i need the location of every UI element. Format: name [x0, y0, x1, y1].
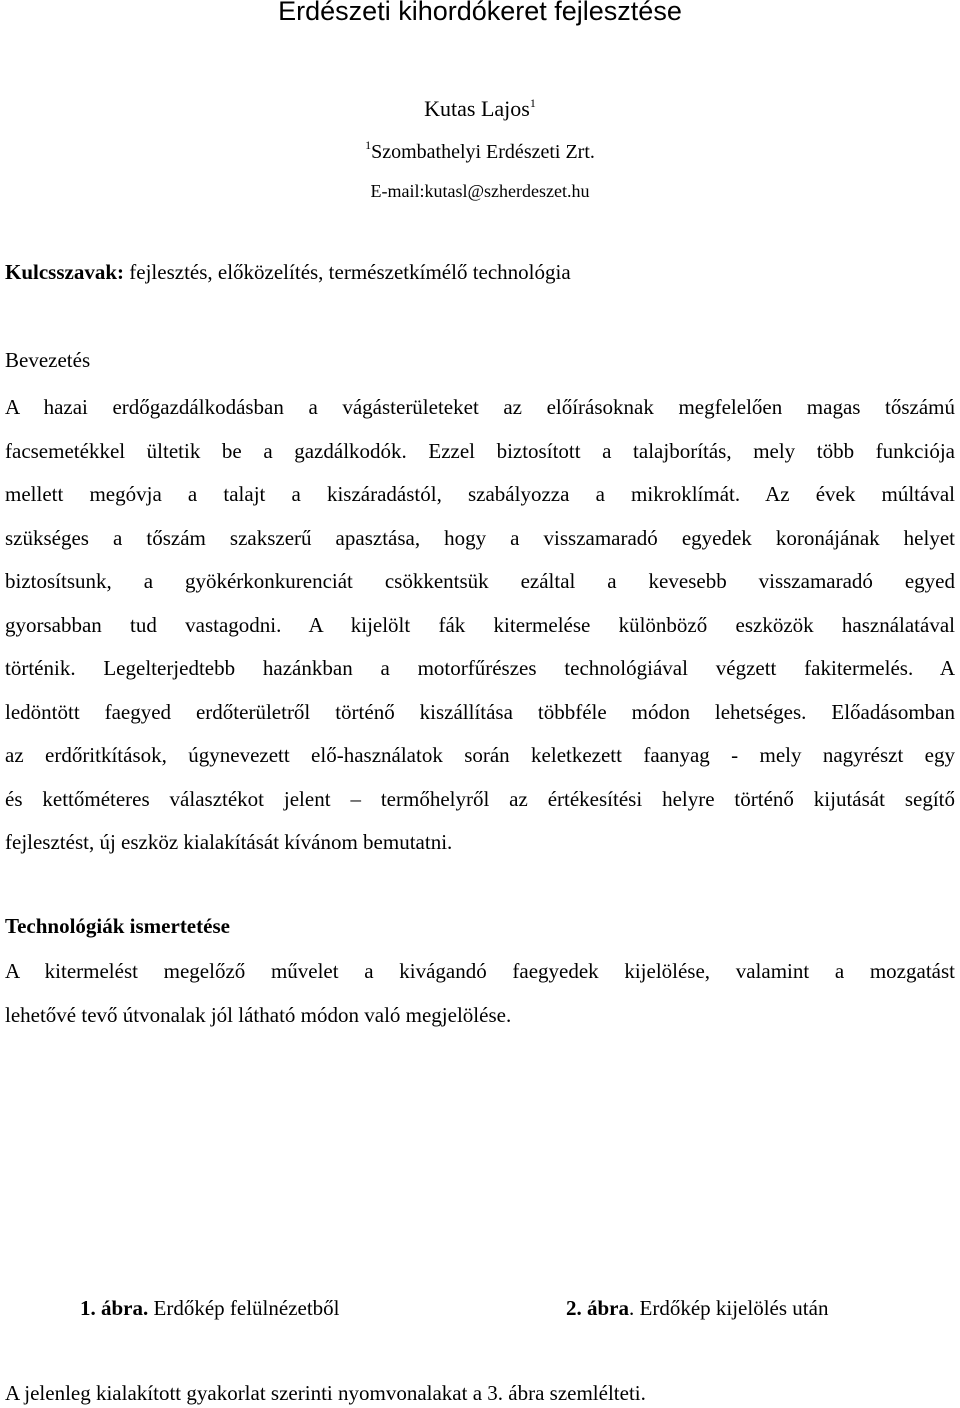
affiliation [0, 138, 960, 164]
affiliation-sup: 1 [365, 138, 372, 152]
tech-heading-text: Technológiák ismertetése [5, 914, 230, 938]
figure-caption-1 [80, 1296, 340, 1321]
keywords-label: Kulcsszavak: [5, 260, 125, 284]
paragraph-line: szükséges a tőszám szakszerű apasztása, hogy a visszamaradó egyedek koronájának helyet [5, 525, 955, 550]
figure-caption-text: Erdőkép felülnézetből [148, 1296, 340, 1320]
tech-paragraph [5, 956, 955, 1043]
paragraph-line: és kettőméteres választékot jelent – termőhelyről az értékesítési helyre történő kijutását segítő [5, 786, 955, 811]
paragraph-line: A hazai erdőgazdálkodásban a vágásterületeket az előírásoknak megfelelően magas tőszámú [5, 395, 955, 419]
paragraph-line: A kitermelést megelőző művelet a kivágandó faegyedek kijelölése, valamint a mozgatást [5, 959, 955, 983]
intro-paragraph [5, 392, 955, 871]
author-sup: 1 [529, 96, 536, 110]
paragraph-line: ledöntött faegyed erdőterületről történő kiszállítása többféle módon lehetséges. Előadásomban [5, 699, 955, 724]
footer-paragraph: A jelenleg kialakított gyakorlat szerinti nyomvonalakat a 3. ábra szemlélteti. [5, 1381, 646, 1405]
paragraph-line: az erdőritkítások, úgynevezett elő-használatok során keletkezett faanyag - mely nagyrészt egy [5, 743, 955, 767]
affiliation-text: Szombathelyi Erdészeti Zrt. [371, 141, 595, 163]
paragraph-line: lehetővé tevő útvonalak jól látható módon való megjelölése. [5, 1002, 512, 1027]
paragraph-line: fejlesztést, új eszköz kialakítását kívánom bemutatni. [5, 830, 453, 854]
author-name: Kutas Lajos [424, 96, 530, 121]
paragraph-line: történik. Legelterjedtebb hazánkban a motorfűrészes technológiával végzett fakitermelés. A [5, 656, 955, 680]
paper-title: Erdészeti kihordókeret fejlesztése [278, 0, 682, 26]
figure-label: 2. ábra [566, 1296, 629, 1320]
author [0, 96, 960, 122]
keywords-text: fejlesztés, előközelítés, természetkímélő technológia [124, 260, 571, 284]
intro-heading: Bevezetés [5, 348, 91, 372]
paragraph-line: mellett megóvja a talajt a kiszáradástól, szabályozza a mikroklímát. Az évek múltával [5, 482, 955, 506]
keywords [5, 260, 571, 285]
email: E-mail:kutasl@szherdeszet.hu [370, 181, 590, 201]
paragraph-line: facsemetékkel ültetik be a gazdálkodók. Ezzel biztosított a talajborítás, mely több funkciója [5, 438, 955, 463]
tech-heading [5, 914, 230, 939]
paragraph-line: gyorsabban tud vastagodni. A kijelölt fák kitermelése különböző eszközök használatával [5, 612, 955, 637]
figure-caption-2 [566, 1296, 828, 1321]
figure-caption-text: . Erdőkép kijelölés után [629, 1296, 829, 1320]
figure-label: 1. ábra. [80, 1296, 149, 1320]
paragraph-line: biztosítsunk, a gyökérkonkurenciát csökkentsük ezáltal a kevesebb visszamaradó egyed [5, 569, 955, 593]
